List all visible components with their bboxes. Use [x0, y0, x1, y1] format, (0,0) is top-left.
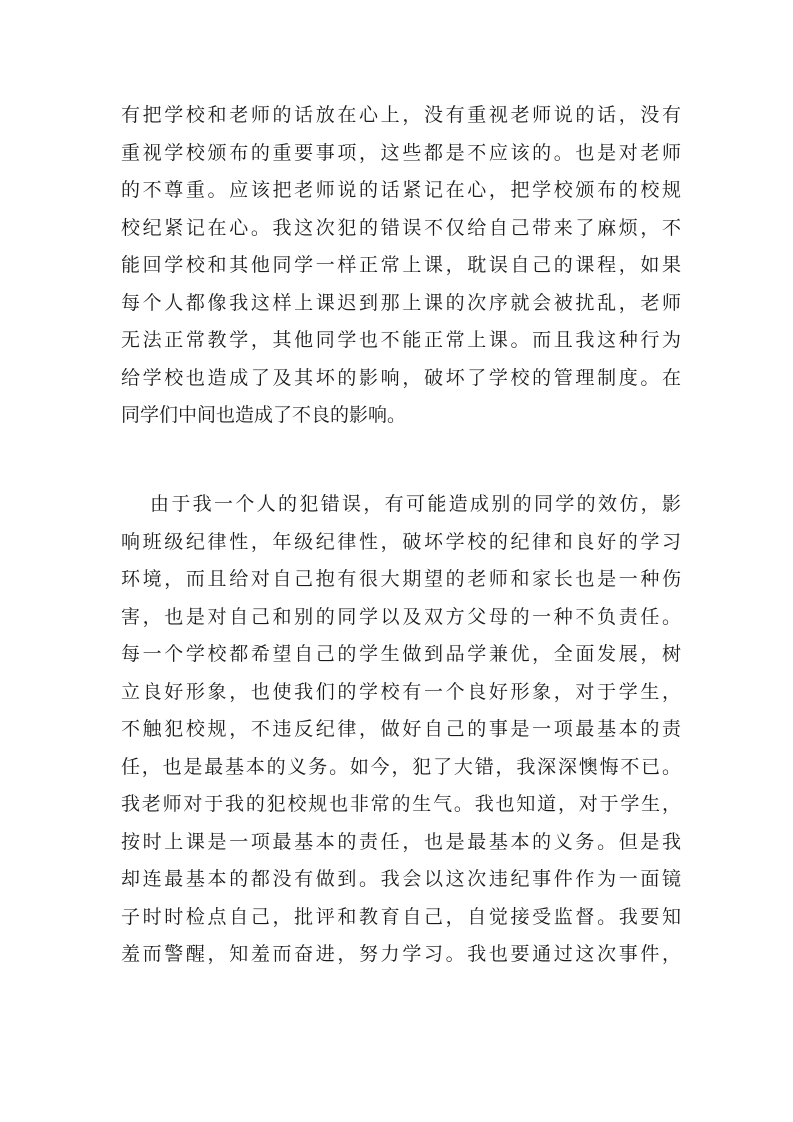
text-line: 却连最基本的都没有做到。我会以这次违纪事件作为一面镜 [121, 868, 681, 890]
text-line: 不触犯校规，不违反纪律，做好自己的事是一项最基本的责 [121, 718, 681, 740]
text-line: 环境，而且给对自己抱有很大期望的老师和家长也是一种伤 [121, 568, 681, 590]
text-line: 响班级纪律性，年级纪律性，破坏学校的纪律和良好的学习 [121, 530, 681, 553]
text-line: 立良好形象，也使我们的学校有一个良好形象，对于学生， [121, 680, 681, 703]
text-line: 同学们中间也造成了不良的影响。 [121, 404, 407, 426]
text-line: 任，也是最基本的义务。如今，犯了大错，我深深懊悔不已。 [121, 755, 681, 778]
text-line: 子时时检点自己，批评和教育自己，自觉接受监督。我要知 [121, 905, 681, 928]
text-line: 每一个学校都希望自己的学生做到品学兼优，全面发展，树 [121, 643, 681, 665]
paragraph-2 [121, 486, 681, 974]
text-line: 能回学校和其他同学一样正常上课，耽误自己的课程，如果 [121, 254, 681, 276]
text-line: 按时上课是一项最基本的责任，也是最基本的义务。但是我 [121, 830, 681, 853]
text-line: 的不尊重。应该把老师说的话紧记在心，把学校颁布的校规 [121, 179, 681, 201]
text-line: 每个人都像我这样上课迟到那上课的次序就会被扰乱，老师 [121, 291, 681, 314]
text-line: 害，也是对自己和别的同学以及双方父母的一种不负责任。 [121, 605, 681, 628]
text-line: 羞而警醒，知羞而奋进，努力学习。我也要通过这次事件， [121, 943, 681, 965]
text-line: 给学校也造成了及其坏的影响，破坏了学校的管理制度。在 [121, 366, 681, 389]
text-line: 校纪紧记在心。我这次犯的错误不仅给自己带来了麻烦，不 [121, 216, 681, 239]
text-line: 有把学校和老师的话放在心上，没有重视老师说的话，没有 [121, 104, 681, 126]
text-line: 无法正常教学，其他同学也不能正常上课。而且我这种行为 [121, 329, 681, 351]
text-line: 由于我一个人的犯错误，有可能造成别的同学的效仿，影 [150, 493, 681, 515]
paragraph-1 [121, 97, 681, 435]
text-line: 我老师对于我的犯校规也非常的生气。我也知道，对于学生， [121, 793, 681, 815]
text-line: 重视学校颁布的重要事项，这些都是不应该的。也是对老师 [121, 141, 681, 164]
